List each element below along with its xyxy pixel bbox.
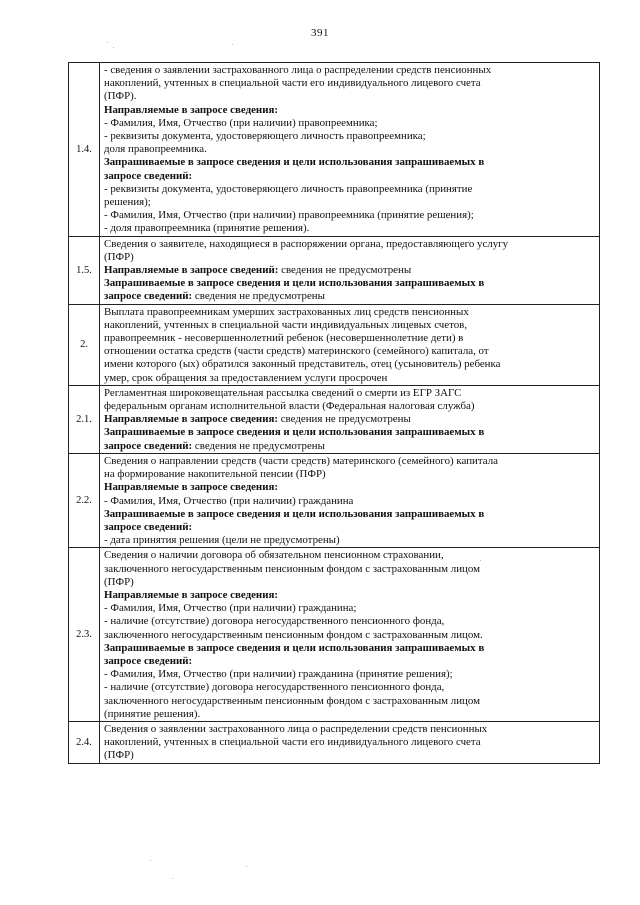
bold-heading: Направляемые в запросе сведения: <box>104 588 278 601</box>
bold-heading: Направляемые в запросе сведения: <box>104 413 278 426</box>
line-text: накоплений, учтенных в специальной части его индивидуального лицевого счета <box>104 77 481 90</box>
line-text: заключенного негосударственным пенсионным фондом с застрахованным лицом <box>104 694 481 707</box>
text-line <box>104 723 596 736</box>
text-line <box>104 468 596 481</box>
line-text: умер, срок обращения за предоставлением услуги просрочен <box>104 371 388 384</box>
line-text: Сведения о заявлении застрахованного лица о распределении средств пенсионных <box>104 722 488 735</box>
text-line <box>104 372 596 385</box>
row-description <box>100 385 600 453</box>
line-text: - дата принятия решения (цели не предусмотрены) <box>104 534 340 547</box>
text-line <box>104 708 596 721</box>
line-text: - Фамилия, Имя, Отчество (при наличии) гражданина; <box>104 602 357 615</box>
table-row <box>69 236 600 304</box>
row-number: 2.3. <box>69 548 100 722</box>
table-row <box>69 548 600 722</box>
text-line <box>104 563 596 576</box>
text-line <box>104 749 596 762</box>
text-line <box>104 170 596 183</box>
bold-heading: запросе сведений: <box>104 439 193 452</box>
line-text: Выплата правопреемникам умерших застрахованных лиц средств пенсионных <box>104 305 469 318</box>
scan-speck <box>480 560 481 561</box>
line-text: на формирование накопительной пенсии (ПФР) <box>104 468 326 481</box>
line-text: Сведения о наличии договора об обязательном пенсионном страховании, <box>104 549 444 562</box>
bold-heading: Запрашиваемые в запросе сведения и цели использования запрашиваемых в <box>104 507 485 520</box>
line-text: - Фамилия, Имя, Отчество (при наличии) гражданина <box>104 494 354 507</box>
line-text: - Фамилия, Имя, Отчество (при наличии) правопреемника (принятие решения); <box>104 209 474 222</box>
text-line <box>104 668 596 681</box>
line-text: - доля правопреемника (принятие решения). <box>104 222 310 235</box>
text-line <box>104 481 596 494</box>
scan-speck <box>232 44 233 45</box>
text-line <box>104 77 596 90</box>
text-line <box>104 655 596 668</box>
table-row <box>69 63 600 237</box>
line-text: имени которого (ых) обратился законный представитель, отец (усыновитель) ребенка <box>104 358 501 371</box>
text-line <box>104 642 596 655</box>
text-line <box>104 589 596 602</box>
text-line <box>104 156 596 169</box>
text-line <box>104 251 596 264</box>
scan-speck <box>107 42 108 43</box>
text-line <box>104 196 596 209</box>
row-number: 2.4. <box>69 721 100 763</box>
line-value: сведения не предусмотрены <box>192 439 325 452</box>
text-line <box>104 345 596 358</box>
scan-speck <box>113 47 114 48</box>
line-text: - наличие (отсутствие) договора негосударственного пенсионного фонда, <box>104 615 445 628</box>
text-line <box>104 117 596 130</box>
text-line <box>104 413 596 426</box>
scan-speck <box>246 866 247 867</box>
line-text: накоплений, учтенных в специальной части индивидуальных лицевых счетов, <box>104 318 468 331</box>
text-line <box>104 615 596 628</box>
line-text: (ПФР) <box>104 250 134 263</box>
line-text: доля правопреемника. <box>104 143 207 156</box>
text-line <box>104 277 596 290</box>
bold-heading: запросе сведений: <box>104 169 193 182</box>
line-text: - Фамилия, Имя, Отчество (при наличии) гражданина (принятие решения); <box>104 668 453 681</box>
line-text: заключенного негосударственным пенсионным фондом с застрахованным лицом. <box>104 628 483 641</box>
row-number: 1.4. <box>69 63 100 237</box>
text-line <box>104 440 596 453</box>
bold-heading: Запрашиваемые в запросе сведения и цели использования запрашиваемых в <box>104 156 485 169</box>
text-line <box>104 549 596 562</box>
line-text: Сведения о заявителе, находящиеся в распоряжении органа, предоставляющего услугу <box>104 237 509 250</box>
text-line <box>104 332 596 345</box>
line-text: (принятие решения). <box>104 707 201 720</box>
row-description <box>100 548 600 722</box>
text-line <box>104 209 596 222</box>
text-line <box>104 290 596 303</box>
bold-heading: Запрашиваемые в запросе сведения и цели использования запрашиваемых в <box>104 426 485 439</box>
text-line <box>104 495 596 508</box>
text-line <box>104 238 596 251</box>
bold-heading: Направляемые в запросе сведения: <box>104 103 278 116</box>
table-row <box>69 453 600 547</box>
text-line <box>104 358 596 371</box>
bold-heading: Запрашиваемые в запросе сведения и цели использования запрашиваемых в <box>104 641 485 654</box>
line-text: (ПФР) <box>104 749 134 762</box>
line-text: - наличие (отсутствие) договора негосударственного пенсионного фонда, <box>104 681 445 694</box>
row-description <box>100 63 600 237</box>
text-line <box>104 602 596 615</box>
text-line <box>104 183 596 196</box>
text-line <box>104 426 596 439</box>
bold-heading: запросе сведений: <box>104 654 193 667</box>
line-text: отношении остатка средств (части средств) материнского (семейного) капитала, от <box>104 345 489 358</box>
table-row <box>69 385 600 453</box>
text-line <box>104 387 596 400</box>
line-text: - реквизиты документа, удостоверяющего личность правопреемника (принятие <box>104 182 473 195</box>
line-value: сведения не предусмотрены <box>192 290 325 303</box>
line-text: - Фамилия, Имя, Отчество (при наличии) правопреемника; <box>104 116 378 129</box>
line-text: Сведения о направлении средств (части средств) материнского (семейного) капитала <box>104 454 498 467</box>
text-line <box>104 130 596 143</box>
scan-speck <box>150 860 151 861</box>
text-line <box>104 306 596 319</box>
line-text: заключенного негосударственным пенсионным фондом с застрахованным лицом <box>104 562 481 575</box>
line-text: Регламентная широковещательная рассылка сведений о смерти из ЕГР ЗАГС <box>104 386 462 399</box>
row-description <box>100 304 600 385</box>
row-description <box>100 453 600 547</box>
text-line <box>104 534 596 547</box>
text-line <box>104 455 596 468</box>
line-text: (ПФР). <box>104 90 137 103</box>
text-line <box>104 104 596 117</box>
text-line <box>104 319 596 332</box>
text-line <box>104 629 596 642</box>
text-line <box>104 264 596 277</box>
text-line <box>104 521 596 534</box>
line-text: правопреемник - несовершеннолетний ребенок (несовершеннолетние дети) в <box>104 332 464 345</box>
text-line <box>104 222 596 235</box>
bold-heading: запросе сведений: <box>104 290 193 303</box>
text-line <box>104 400 596 413</box>
line-text: накоплений, учтенных в специальной части его индивидуального лицевого счета <box>104 736 481 749</box>
text-line <box>104 508 596 521</box>
text-line <box>104 576 596 589</box>
line-text: федеральным органам исполнительной власти (Федеральная налоговая служба) <box>104 400 475 413</box>
table-row <box>69 721 600 763</box>
page-number: 391 <box>311 27 329 39</box>
line-value: сведения не предусмотрены <box>278 413 411 426</box>
text-line <box>104 736 596 749</box>
line-value: сведения не предусмотрены <box>278 264 412 277</box>
bold-heading: Направляемые в запросе сведения: <box>104 481 278 494</box>
row-number: 2.1. <box>69 385 100 453</box>
text-line <box>104 143 596 156</box>
bold-heading: Направляемые в запросе сведений: <box>104 264 279 277</box>
text-line <box>104 681 596 694</box>
row-number: 1.5. <box>69 236 100 304</box>
row-description <box>100 236 600 304</box>
line-text: решения); <box>104 196 151 209</box>
row-description <box>100 721 600 763</box>
bold-heading: запросе сведений: <box>104 520 193 533</box>
document-table-body <box>69 63 600 764</box>
text-line <box>104 90 596 103</box>
row-number: 2. <box>69 304 100 385</box>
line-text: (ПФР) <box>104 575 134 588</box>
document-table <box>68 62 600 764</box>
line-text: - реквизиты документа, удостоверяющего личность правопреемника; <box>104 130 426 143</box>
table-row <box>69 304 600 385</box>
scan-speck <box>172 878 173 879</box>
bold-heading: Запрашиваемые в запросе сведения и цели использования запрашиваемых в <box>104 277 485 290</box>
row-number: 2.2. <box>69 453 100 547</box>
text-line <box>104 64 596 77</box>
text-line <box>104 695 596 708</box>
line-text: - сведения о заявлении застрахованного лица о распределении средств пенсионных <box>104 64 492 76</box>
